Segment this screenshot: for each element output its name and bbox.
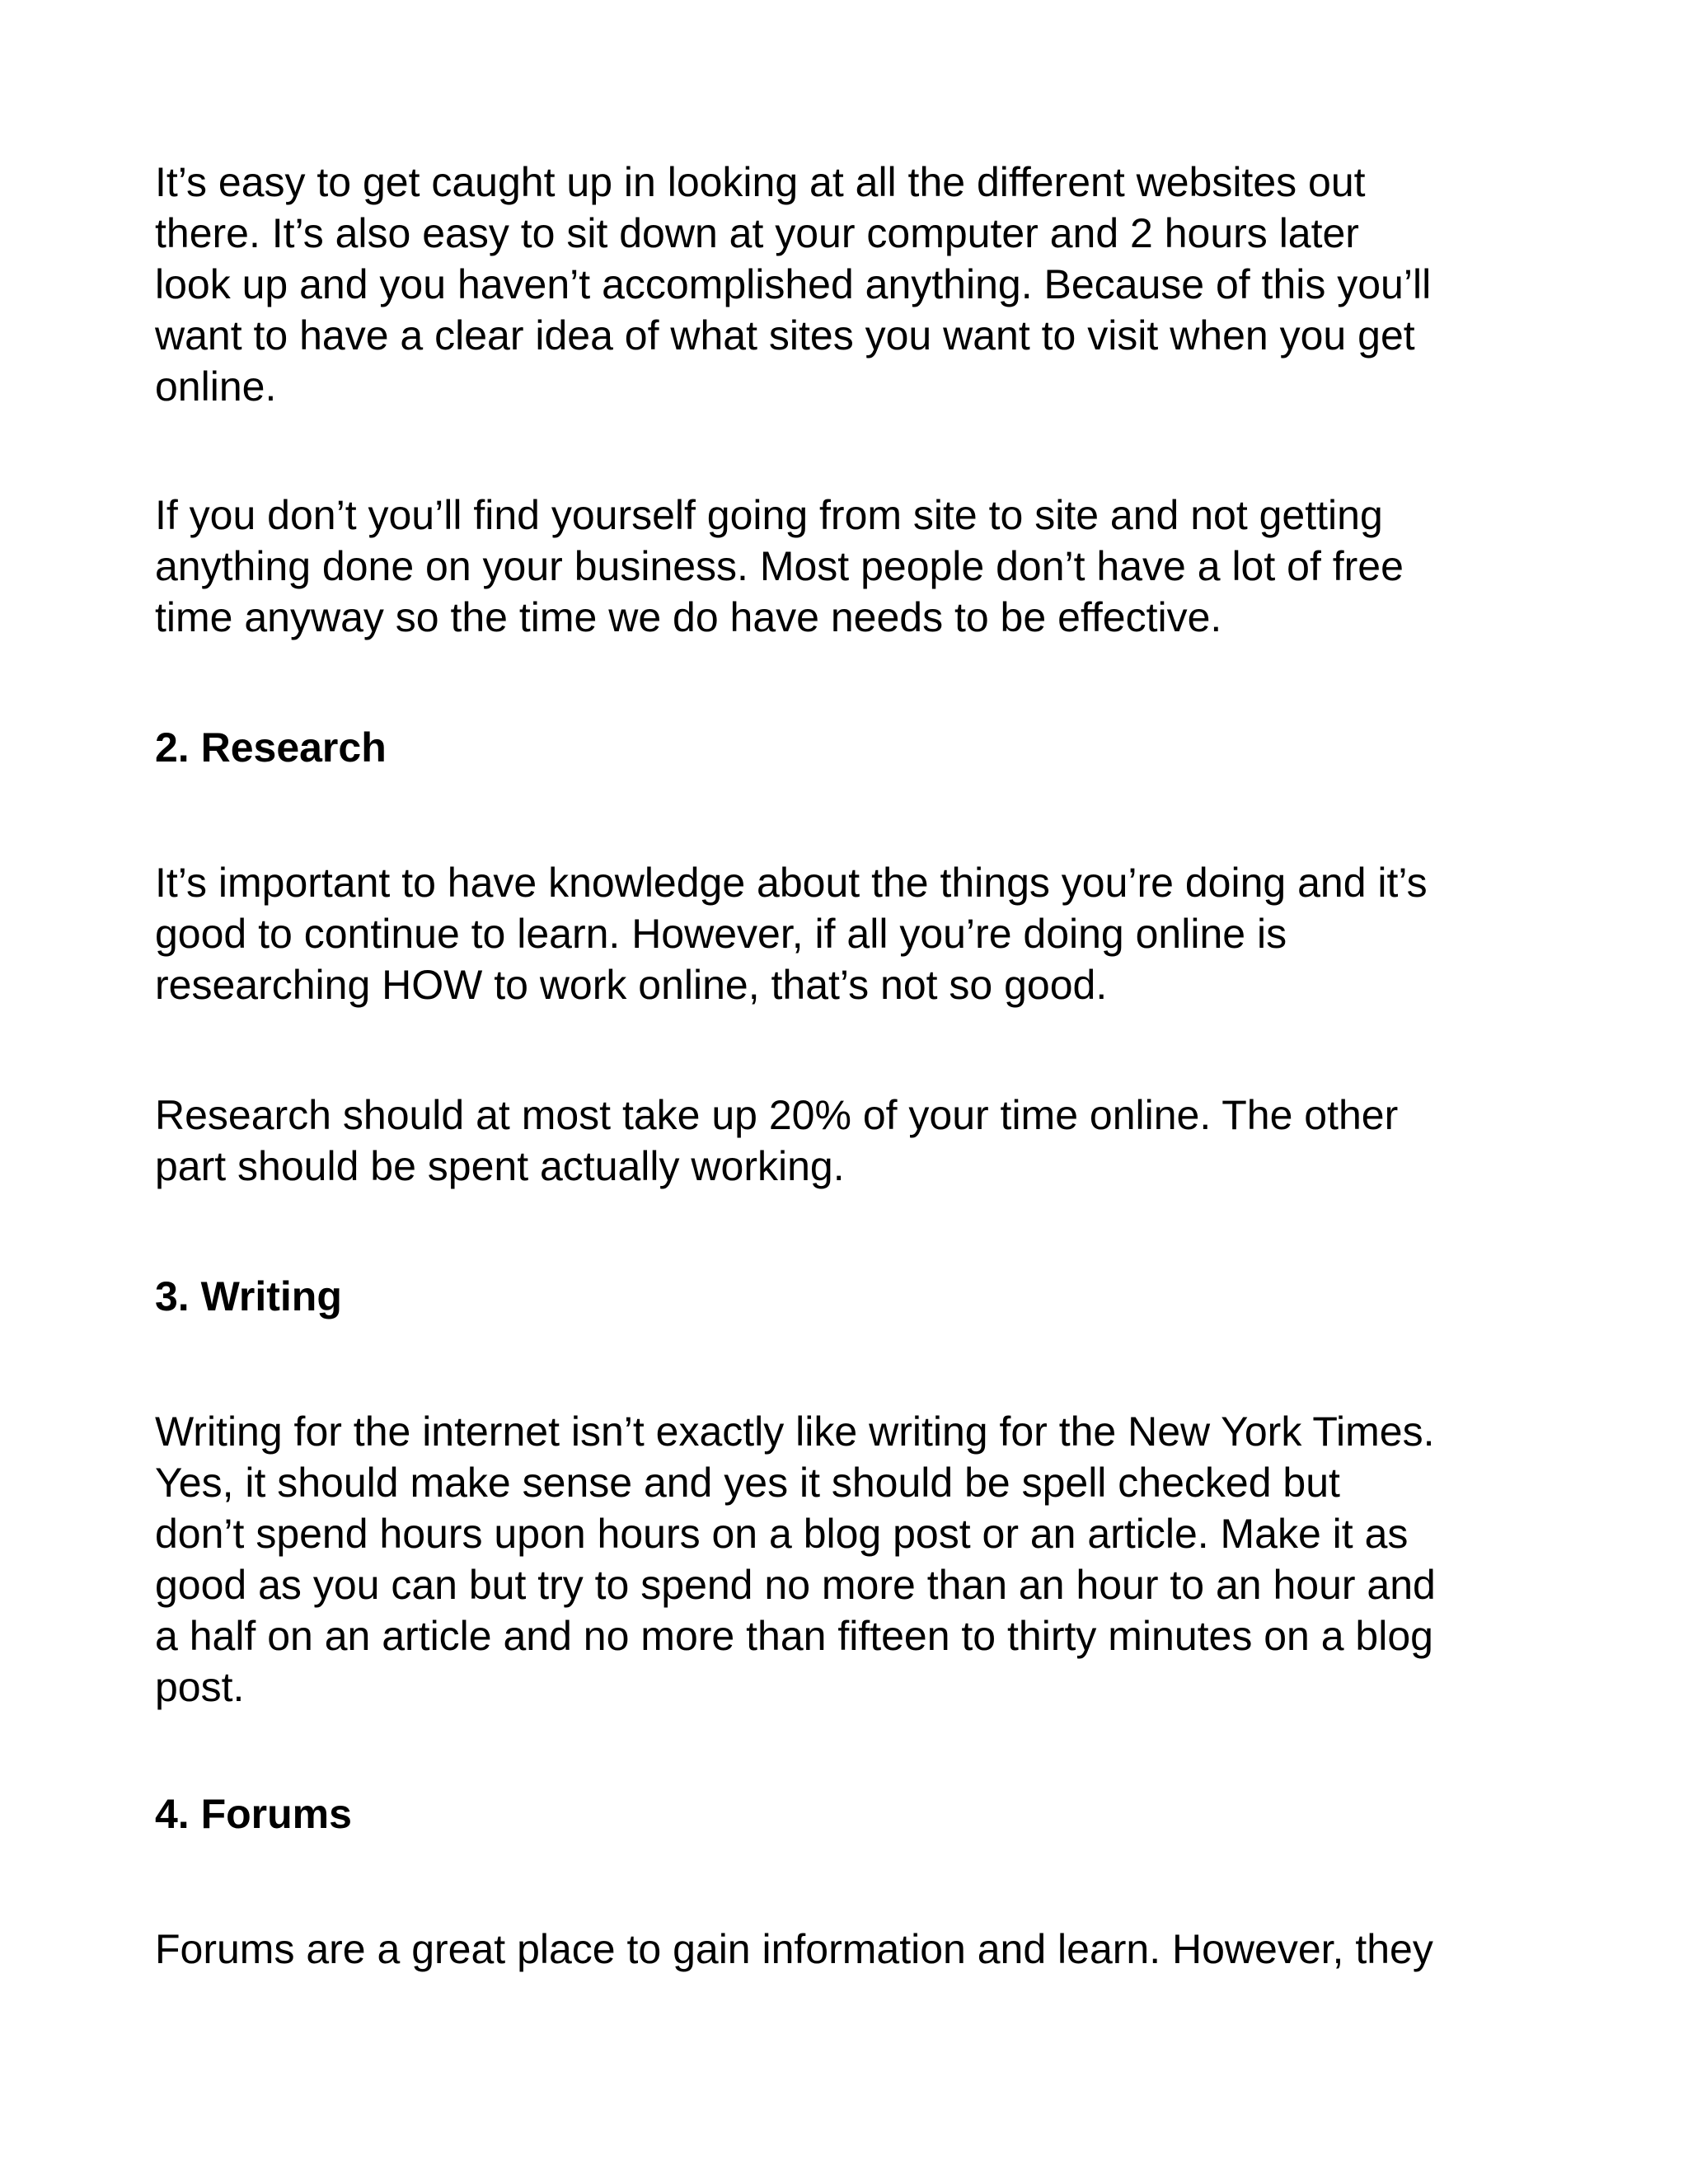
text-line: good as you can but try to spend no more than an hour to an hour and <box>155 1562 1436 1608</box>
text-line: Forums are a great place to gain information and learn. However, they <box>155 1926 1433 1972</box>
text-line: there. It’s also easy to sit down at your computer and 2 hours later <box>155 210 1359 256</box>
text-line: Research should at most take up 20% of your time online. The other <box>155 1092 1399 1138</box>
text-line: It’s easy to get caught up in looking at all the different websites out <box>155 159 1366 205</box>
paragraph-site-to-site <box>155 490 1404 643</box>
text-line: Yes, it should make sense and yes it should be spell checked but <box>155 1460 1340 1506</box>
text-line: researching HOW to work online, that’s not so good. <box>155 962 1108 1008</box>
text-line: don’t spend hours upon hours on a blog post or an article. Make it as <box>155 1511 1409 1557</box>
paragraph-websites <box>155 157 1431 412</box>
text-line: online. <box>155 363 277 410</box>
text-line: post. <box>155 1664 245 1710</box>
text-line: If you don’t you’ll find yourself going from site to site and not getting <box>155 492 1383 538</box>
text-line: want to have a clear idea of what sites you want to visit when you get <box>155 312 1415 359</box>
text-line: part should be spent actually working. <box>155 1143 845 1189</box>
text-line: time anyway so the time we do have needs to be effective. <box>155 594 1222 640</box>
heading-research: 2. Research <box>155 724 387 771</box>
text-line: good to continue to learn. However, if all you’re doing online is <box>155 911 1287 957</box>
paragraph-writing-internet <box>155 1406 1436 1713</box>
text-line: a half on an article and no more than fifteen to thirty minutes on a blog <box>155 1613 1433 1659</box>
text-line: anything done on your business. Most people don’t have a lot of free <box>155 543 1404 589</box>
paragraph-knowledge <box>155 857 1428 1010</box>
paragraph-research-time <box>155 1090 1398 1192</box>
paragraph-forums <box>155 1924 1433 1975</box>
heading-writing: 3. Writing <box>155 1273 342 1319</box>
text-line: Writing for the internet isn’t exactly like writing for the New York Times. <box>155 1408 1435 1455</box>
text-line: look up and you haven’t accomplished anything. Because of this you’ll <box>155 261 1432 307</box>
text-line: It’s important to have knowledge about the things you’re doing and it’s <box>155 860 1428 906</box>
heading-forums: 4. Forums <box>155 1791 352 1837</box>
